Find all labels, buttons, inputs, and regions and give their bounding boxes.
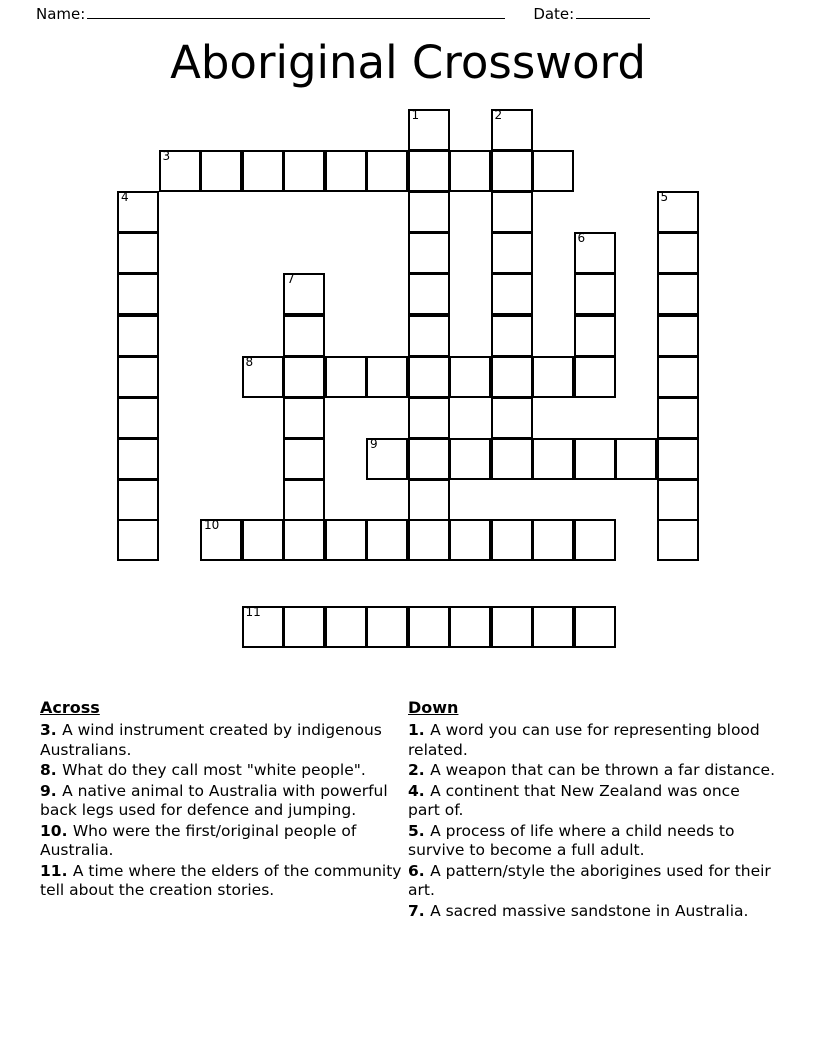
- grid-cell[interactable]: [366, 150, 408, 192]
- grid-cell-start-5[interactable]: [657, 191, 699, 233]
- grid-cell[interactable]: [449, 606, 491, 648]
- grid-cell[interactable]: [657, 232, 699, 274]
- grid-cell[interactable]: [283, 519, 325, 561]
- clue-number: 1.: [408, 721, 431, 739]
- grid-cell[interactable]: [532, 150, 574, 192]
- grid-cell[interactable]: [117, 356, 159, 398]
- grid-cell[interactable]: [408, 315, 450, 357]
- grid-cell[interactable]: [657, 397, 699, 439]
- grid-cell[interactable]: [117, 232, 159, 274]
- grid-cell[interactable]: [366, 356, 408, 398]
- grid-cell[interactable]: [574, 519, 616, 561]
- clue-item: [408, 822, 776, 861]
- clue-item: [408, 862, 776, 901]
- across-clues-column: [40, 698, 408, 922]
- grid-cell[interactable]: [491, 191, 533, 233]
- grid-cell[interactable]: [449, 150, 491, 192]
- grid-cell-number: 2: [494, 108, 503, 122]
- grid-cell[interactable]: [325, 519, 367, 561]
- grid-cell[interactable]: [491, 150, 533, 192]
- grid-cell[interactable]: [366, 606, 408, 648]
- grid-cell[interactable]: [283, 438, 325, 480]
- grid-cell[interactable]: [574, 438, 616, 480]
- clue-number: 2.: [408, 761, 431, 779]
- grid-cell[interactable]: [574, 356, 616, 398]
- down-clues-column: [408, 698, 776, 922]
- grid-cell-start-8[interactable]: [242, 356, 284, 398]
- clue-item: [40, 782, 408, 821]
- grid-cell[interactable]: [117, 479, 159, 521]
- grid-cell[interactable]: [117, 397, 159, 439]
- grid-cell-number: 1: [411, 108, 420, 122]
- clue-number: 3.: [40, 721, 63, 739]
- clue-number: 4.: [408, 781, 431, 800]
- grid-cell-number: 3: [162, 149, 171, 163]
- across-clue-list: [40, 721, 408, 901]
- grid-cell[interactable]: [574, 606, 616, 648]
- clue-number: 6.: [408, 861, 431, 880]
- grid-cell-number: 10: [204, 518, 220, 532]
- grid-cell-start-9[interactable]: [366, 438, 408, 480]
- grid-cell[interactable]: [283, 150, 325, 192]
- clue-item: [40, 822, 408, 861]
- grid-cell[interactable]: [449, 438, 491, 480]
- grid-cell[interactable]: [408, 232, 450, 274]
- grid-cell-start-1[interactable]: [408, 109, 450, 151]
- date-label: Date:: [533, 5, 575, 23]
- grid-cell[interactable]: [532, 438, 574, 480]
- grid-cell[interactable]: [449, 519, 491, 561]
- grid-cell[interactable]: [657, 479, 699, 521]
- grid-cell[interactable]: [657, 273, 699, 315]
- grid-cell[interactable]: [657, 356, 699, 398]
- grid-cell-start-7[interactable]: [283, 273, 325, 315]
- grid-cell-number: 11: [245, 605, 261, 619]
- grid-cell[interactable]: [408, 479, 450, 521]
- grid-cell[interactable]: [574, 315, 616, 357]
- grid-cell[interactable]: [657, 438, 699, 480]
- grid-cell[interactable]: [408, 519, 450, 561]
- grid-cell-start-10[interactable]: [200, 519, 242, 561]
- grid-cell[interactable]: [408, 273, 450, 315]
- grid-cell-number: 5: [660, 190, 669, 204]
- grid-cell[interactable]: [574, 273, 616, 315]
- grid-cell[interactable]: [491, 356, 533, 398]
- grid-cell[interactable]: [657, 315, 699, 357]
- clue-text: A wind instrument created by indigenous Australians.: [40, 721, 382, 759]
- grid-cell[interactable]: [657, 519, 699, 561]
- grid-cell[interactable]: [117, 273, 159, 315]
- grid-cell-number: 7: [287, 272, 295, 286]
- clue-text: Who were the first/original people of Australia.: [40, 821, 357, 859]
- grid-cell[interactable]: [615, 438, 657, 480]
- grid-cell[interactable]: [242, 150, 284, 192]
- grid-cell[interactable]: [408, 397, 450, 439]
- grid-cell[interactable]: [532, 519, 574, 561]
- grid-cell[interactable]: [491, 438, 533, 480]
- clue-item: [408, 902, 776, 922]
- grid-cell[interactable]: [491, 273, 533, 315]
- clue-text: A native animal to Australia with powerful back legs used for defence and jumping.: [40, 781, 388, 819]
- grid-cell[interactable]: [200, 150, 242, 192]
- grid-cell[interactable]: [325, 606, 367, 648]
- grid-cell-number: 4: [121, 190, 129, 204]
- grid-cell[interactable]: [242, 519, 284, 561]
- grid-cell[interactable]: [117, 315, 159, 357]
- clues-section: [0, 698, 816, 922]
- clue-text: What do they call most "white people".: [62, 761, 366, 779]
- grid-cell-start-4[interactable]: [117, 191, 159, 233]
- clue-text: A continent that New Zealand was once part of.: [408, 781, 740, 819]
- grid-cell[interactable]: [491, 397, 533, 439]
- clue-number: 5.: [408, 821, 431, 840]
- grid-cell[interactable]: [491, 606, 533, 648]
- grid-cell[interactable]: [491, 519, 533, 561]
- grid-cell[interactable]: [117, 519, 159, 561]
- grid-cell[interactable]: [283, 397, 325, 439]
- grid-cell[interactable]: [491, 315, 533, 357]
- down-heading: Down: [408, 698, 459, 717]
- grid-cell[interactable]: [283, 315, 325, 357]
- grid-cell[interactable]: [491, 232, 533, 274]
- clue-text: A pattern/style the aborigines used for their art.: [408, 861, 771, 899]
- grid-cell[interactable]: [283, 606, 325, 648]
- clue-number: 9.: [40, 781, 63, 800]
- grid-cell[interactable]: [117, 438, 159, 480]
- grid-cell-start-11[interactable]: [242, 606, 284, 648]
- clue-item: [40, 761, 408, 781]
- grid-cell[interactable]: [408, 150, 450, 192]
- grid-cell[interactable]: [449, 356, 491, 398]
- grid-cell-start-2[interactable]: [491, 109, 533, 151]
- grid-cell-number: 6: [577, 231, 586, 245]
- clue-number: 7.: [408, 901, 431, 920]
- page-title: Aboriginal Crossword: [170, 36, 646, 89]
- clue-text: A sacred massive sandstone in Australia.: [430, 901, 749, 920]
- grid-cell-start-6[interactable]: [574, 232, 616, 274]
- clue-text: A time where the elders of the community tell about the creation stories.: [40, 861, 402, 899]
- clue-item: [408, 782, 776, 821]
- clue-item: [408, 761, 776, 781]
- name-label: Name:: [36, 5, 86, 23]
- clue-item: [40, 862, 408, 901]
- grid-cell[interactable]: [408, 438, 450, 480]
- grid-cell[interactable]: [408, 191, 450, 233]
- clue-text: A weapon that can be thrown a far distance.: [430, 761, 775, 779]
- grid-cell[interactable]: [283, 356, 325, 398]
- clue-number: 10.: [40, 821, 73, 840]
- grid-cell[interactable]: [366, 519, 408, 561]
- down-clue-list: [408, 721, 776, 921]
- clue-text: A word you can use for representing blood related.: [408, 721, 760, 759]
- grid-cell-number: 8: [245, 355, 254, 369]
- grid-cell[interactable]: [532, 356, 574, 398]
- clue-text: A process of life where a child needs to survive to become a full adult.: [408, 821, 735, 859]
- across-heading: Across: [40, 698, 100, 717]
- grid-cell[interactable]: [408, 356, 450, 398]
- grid-cell[interactable]: [408, 606, 450, 648]
- clue-item: [40, 721, 408, 760]
- grid-cell[interactable]: [325, 150, 367, 192]
- grid-cell[interactable]: [325, 356, 367, 398]
- clue-number: 8.: [40, 761, 63, 779]
- grid-cell-start-3[interactable]: [159, 150, 201, 192]
- grid-cell[interactable]: [283, 479, 325, 521]
- clue-number: 11.: [40, 861, 73, 880]
- grid-cell-number: 9: [370, 437, 378, 451]
- grid-cell[interactable]: [532, 606, 574, 648]
- clue-item: [408, 721, 776, 760]
